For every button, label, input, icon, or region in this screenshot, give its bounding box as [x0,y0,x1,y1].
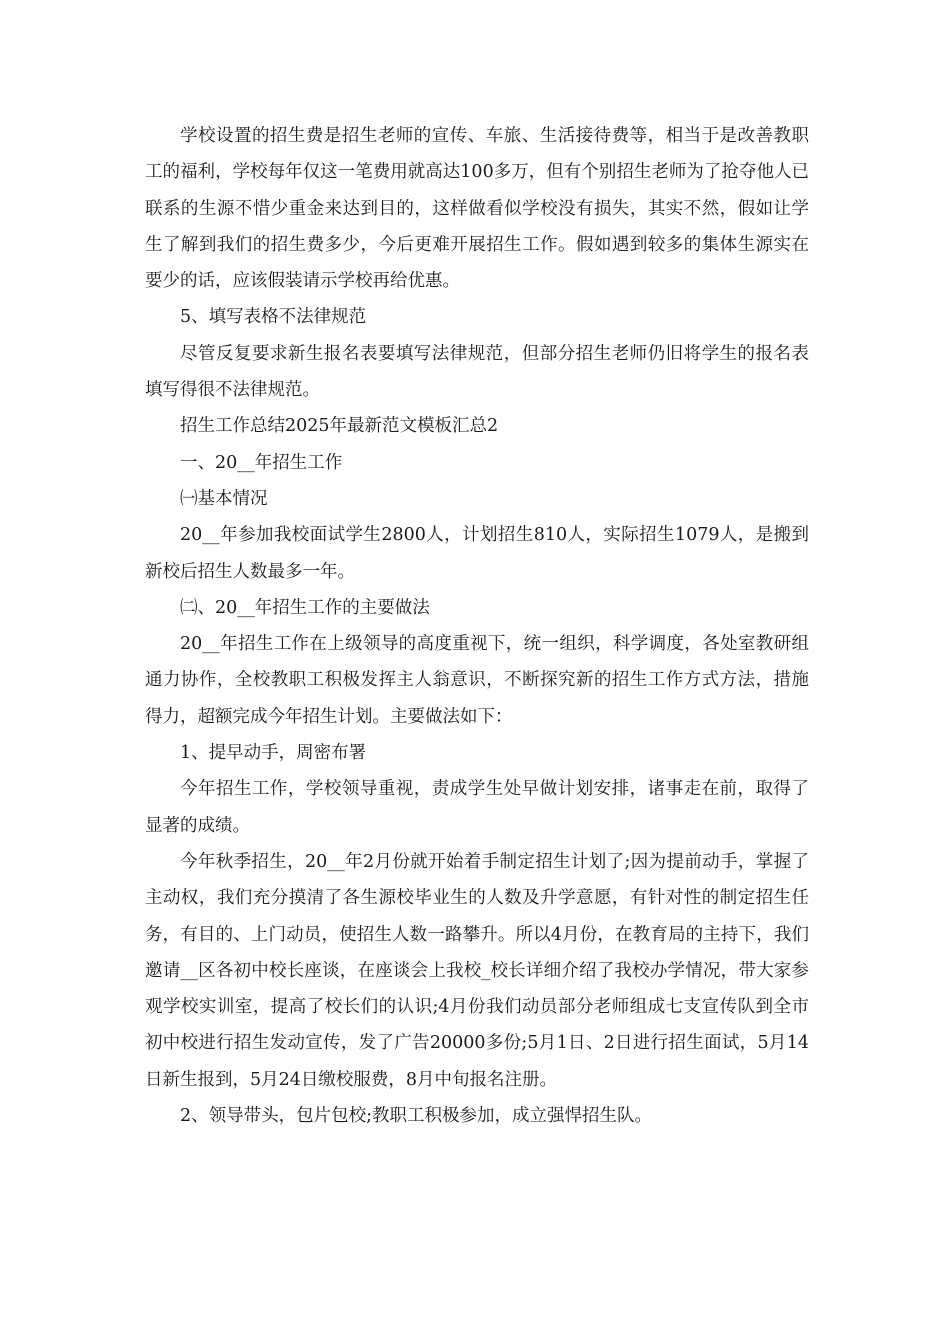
heading-leadership: 2、领导带头，包片包校;教职工积极参加，成立强悍招生队。 [180,1106,653,1127]
heading-form-issue: 5、填写表格不法律规范 [180,307,367,328]
paragraph-main-practices: 20__年招生工作在上级领导的高度重视下，统一组织，科学调度，各处室教研组通力协作，全校教职工积极发挥主人翁意识，不断探究新的招生工作方式方法，措施得力，超额完成今年招生计划。主要做法如下： [145,634,809,727]
heading-basic-situation: ㈠基本情况 [180,488,268,509]
paragraph-basic-situation: 20__年参加我校面试学生2800人，计划招生810人，实际招生1079人，是搬到新校后招生人数最多一年。 [145,525,809,582]
paragraph-autumn-enrollment: 今年秋季招生，20__年2月份就开始着手制定招生计划了;因为提前动手，掌握了主动权，我们充分摸清了各生源校毕业生的人数及升学意愿，有针对性的制定招生任务，有目的、上门动员，使招生人数一路攀升。所以4月份，在教育局的主持下，我们邀请__区各初中校长座谈，在座谈会上我校_校长详细介绍了我校办学情况，带大家参观学校实训室，提高了校长们的认识;4月份我们动员部分老师组成七支宣传队到全市初中校进行招生发动宣传，发了广告20000多份;5月1日、2日进行招生面试，5月14日新生报到，5月24日缴校服费，8月中旬报名注册。 [145,851,809,1090]
paragraph-fee-issue: 学校设置的招生费是招生老师的宣传、车旅、生活接待费等，相当于是改善教职工的福利，学校每年仅这一笔费用就高达100多万，但有个别招生老师为了抢夺他人已联系的生源不惜少重金来达到目的，这样做看似学校没有损失，其实不然，假如让学生了解到我们的招生费多少，今后更难开展招生工作。假如遇到较多的集体生源实在要少的话，应该假装请示学校再给优惠。 [145,126,809,292]
heading-main-practices: ㈡、20__年招生工作的主要做法 [180,597,430,618]
paragraph-form-issue: 尽管反复要求新生报名表要填写法律规范，但部分招生老师仍旧将学生的报名表填写得很不法律规范。 [145,343,809,401]
heading-enrollment-work: 一、20__年招生工作 [180,452,343,473]
section-title: 招生工作总结2025年最新范文模板汇总2 [180,416,499,437]
heading-early-start: 1、提早动手，周密布署 [180,743,367,764]
paragraph-early-start: 今年招生工作，学校领导重视，责成学生处早做计划安排，诸事走在前，取得了显著的成绩。 [145,779,809,836]
document-body [145,118,809,1134]
